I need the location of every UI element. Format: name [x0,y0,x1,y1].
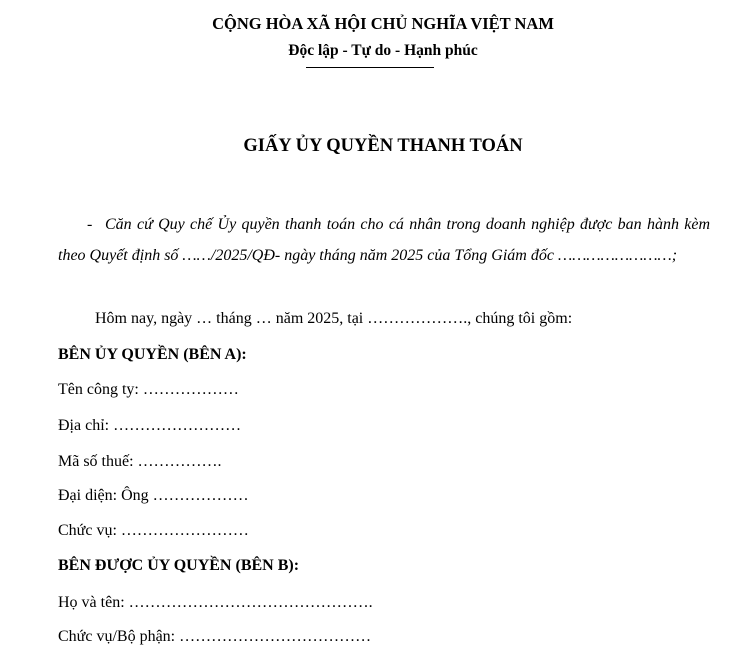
party-a-representative-field: Đại diện: Ông ……………… [58,487,249,504]
party-b-position-field: Chức vụ/Bộ phận: ……………………………… [58,628,372,645]
legal-basis-text: Căn cứ Quy chế Ủy quyền thanh toán cho cá nhân trong doanh nghiệp được ban hành kèm theo Quyết định số ……/2025/QĐ- ngày tháng năm 2025 của Tổng Giám đốc ……………………; [58,216,710,264]
motto-underline [306,67,434,68]
party-b-heading: BÊN ĐƯỢC ỦY QUYỀN (BÊN B): [58,557,300,574]
party-a-company-field: Tên công ty: ……………… [58,381,239,398]
document-title: GIẤY ỦY QUYỀN THANH TOÁN [243,136,523,156]
legal-basis-paragraph [58,210,710,271]
intro-paragraph: Hôm nay, ngày … tháng … năm 2025, tại ………………., chúng tôi gồm: [95,310,573,327]
bullet-dash: - [87,216,93,233]
party-a-heading: BÊN ỦY QUYỀN (BÊN A): [58,346,247,363]
party-a-tax-code-field: Mã số thuế: ……………. [58,453,222,470]
national-motto: Độc lập - Tự do - Hạnh phúc [288,42,478,59]
party-b-name-field: Họ và tên: ………………………………………. [58,594,373,611]
party-a-position-field: Chức vụ: …………………… [58,522,249,539]
national-title: CỘNG HÒA XÃ HỘI CHỦ NGHĨA VIỆT NAM [212,14,554,33]
party-a-address-field: Địa chỉ: …………………… [58,417,242,434]
